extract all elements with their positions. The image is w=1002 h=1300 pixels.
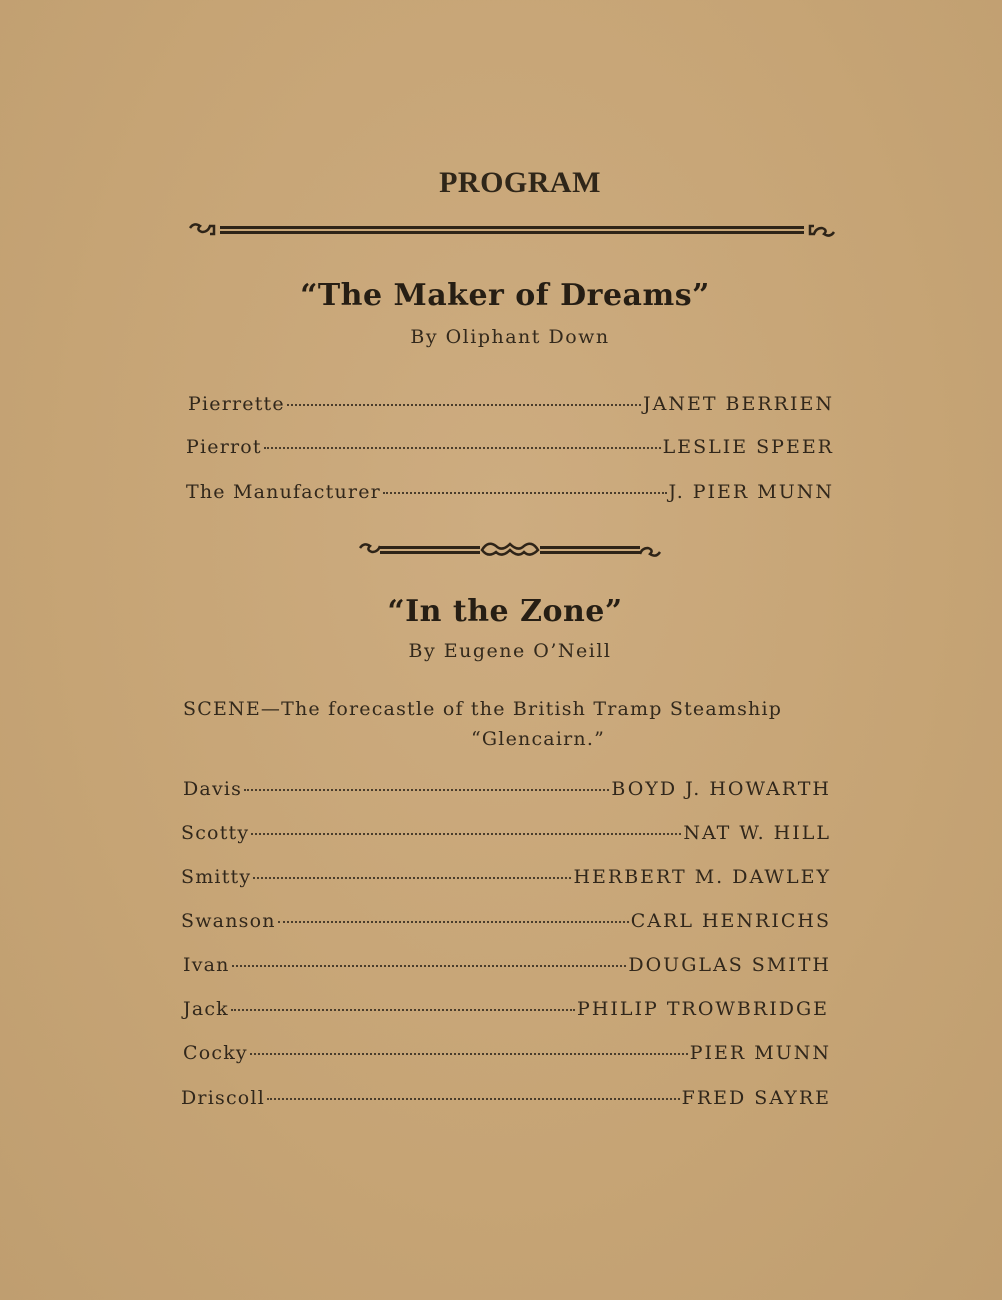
cast-role: Ivan <box>183 954 230 976</box>
cast-actor: JANET BERRIEN <box>643 393 834 415</box>
cast-actor: FRED SAYRE <box>681 1087 831 1109</box>
cast-row <box>183 954 831 976</box>
cast-actor: NAT W. HILL <box>683 822 831 844</box>
cast-actor: HERBERT M. DAWLEY <box>573 866 831 888</box>
cast-role: Scotty <box>181 822 250 844</box>
cast-actor: CARL HENRICHS <box>630 910 831 932</box>
cast-actor: J. PIER MUNN <box>668 481 834 503</box>
scene-description <box>183 694 833 754</box>
cast-row <box>188 393 834 415</box>
leader-dots <box>267 1098 680 1100</box>
cast-row <box>181 822 831 844</box>
leader-dots <box>287 404 641 406</box>
cast-row <box>186 436 834 458</box>
cast-role: Jack <box>183 998 229 1020</box>
play1-title: “The Maker of Dreams” <box>300 278 710 313</box>
cast-role: Cocky <box>183 1042 248 1064</box>
ornamental-rule-top <box>186 218 838 242</box>
cast-row <box>181 1087 831 1109</box>
cast-row <box>183 778 831 800</box>
cast-role: Pierrette <box>188 393 285 415</box>
cast-role: Davis <box>183 778 243 800</box>
leader-dots <box>251 833 681 835</box>
scene-line-2: “Glencairn.” <box>471 728 605 750</box>
cast-role: The Manufacturer <box>186 481 381 503</box>
play2-title: “In the Zone” <box>387 594 623 629</box>
cast-row <box>186 481 834 503</box>
play1-byline: By Oliphant Down <box>410 326 610 348</box>
leader-dots <box>232 965 627 967</box>
leader-dots <box>253 877 571 879</box>
leader-dots <box>383 492 667 494</box>
page-heading: PROGRAM <box>439 166 601 199</box>
cast-actor: DOUGLAS SMITH <box>628 954 831 976</box>
cast-role: Swanson <box>181 910 276 932</box>
cast-actor: PHILIP TROWBRIDGE <box>577 998 829 1020</box>
cast-role: Smitty <box>181 866 252 888</box>
cast-role: Driscoll <box>181 1087 265 1109</box>
play2-byline: By Eugene O’Neill <box>408 640 612 662</box>
leader-dots <box>278 921 629 923</box>
cast-row <box>183 1042 831 1064</box>
scene-line-1: SCENE—The forecastle of the British Tramp Steamship <box>183 698 783 720</box>
cast-actor: PIER MUNN <box>689 1042 831 1064</box>
leader-dots <box>264 447 661 449</box>
leader-dots <box>244 789 609 791</box>
leader-dots <box>250 1053 688 1055</box>
leader-dots <box>231 1009 575 1011</box>
cast-row <box>181 866 831 888</box>
cast-actor: BOYD J. HOWARTH <box>611 778 831 800</box>
cast-actor: LESLIE SPEER <box>662 436 834 458</box>
cast-row <box>183 998 829 1020</box>
ornamental-rule-middle <box>356 538 664 562</box>
cast-role: Pierrot <box>186 436 262 458</box>
cast-row <box>181 910 831 932</box>
